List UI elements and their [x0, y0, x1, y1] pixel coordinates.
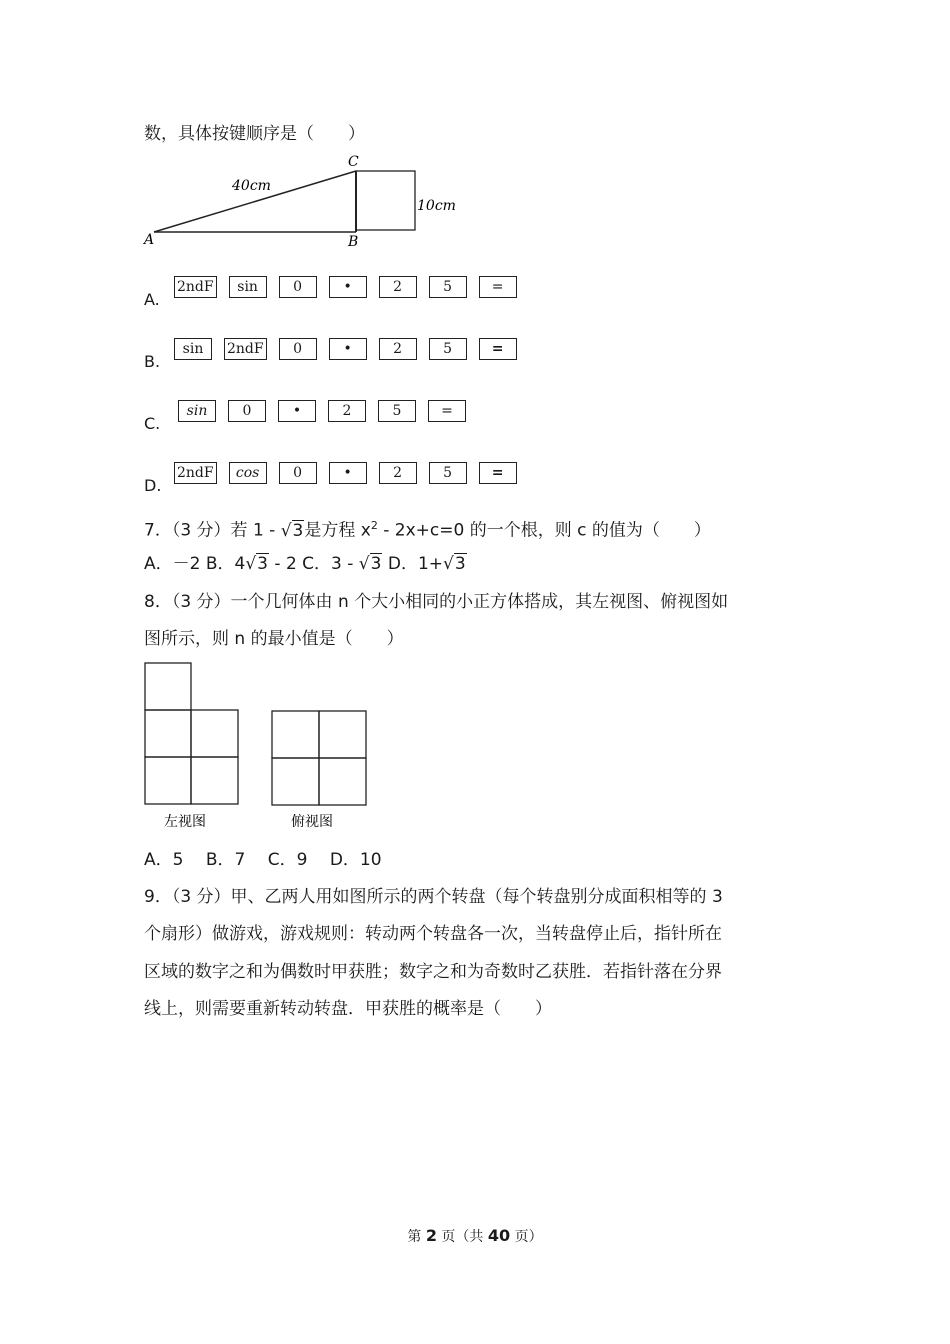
key-2: 2 — [379, 462, 417, 484]
key-0: 0 — [279, 276, 317, 298]
left-view-grid — [145, 663, 238, 804]
q7-stem-part: 7．（3 分）若 1 - — [144, 520, 281, 541]
q7-option-part: A．－2 B．4 — [144, 554, 246, 574]
key-dot: • — [329, 462, 367, 484]
q7-option-part: D．1+ — [382, 554, 444, 574]
q9-line-2: 个扇形）做游戏，游戏规则：转动两个转盘各一次，当转盘停止后，指针所在 — [144, 924, 722, 944]
radicand: 3 — [257, 554, 268, 574]
key-equals: = — [428, 400, 466, 422]
q6-option-d-keys — [174, 462, 529, 484]
key-equals: = — [479, 462, 517, 484]
q9-line-1: 9．（3 分）甲、乙两人用如图所示的两个转盘（每个转盘别分成面积相等的 3 — [144, 887, 723, 907]
q8-stem-line-1: 8．（3 分）一个几何体由 n 个大小相同的小正方体搭成，其左视图、俯视图如 — [144, 592, 729, 612]
wall-square — [356, 171, 415, 230]
side-length-label: 10cm — [417, 198, 456, 214]
key-sin: sin — [174, 338, 212, 360]
footer-text: 第 — [407, 1229, 426, 1245]
q6-option-d-label: D. — [144, 476, 162, 495]
key-2: 2 — [379, 338, 417, 360]
key-2ndf: 2ndF — [224, 338, 267, 360]
q7-stem-part: - 2x+c=0 的一个根，则 c 的值为（ ） — [377, 520, 711, 541]
sqrt-3: √3 — [245, 554, 268, 574]
radicand: 3 — [292, 520, 304, 541]
vertex-c-label: C — [348, 154, 359, 170]
q6-stem-tail: 数，具体按键顺序是（ ） — [144, 124, 365, 144]
q6-option-b-keys — [174, 338, 529, 360]
left-view-caption: 左视图 — [164, 814, 206, 830]
q7-options — [144, 552, 467, 576]
q6-triangle-figure — [140, 150, 470, 250]
key-0: 0 — [228, 400, 266, 422]
key-cos: cos — [229, 462, 267, 484]
vertex-a-label: A — [144, 232, 155, 248]
key-dot: • — [329, 276, 367, 298]
q6-option-b-label: B. — [144, 352, 161, 371]
top-view-caption: 俯视图 — [291, 814, 333, 830]
key-5: 5 — [429, 462, 467, 484]
radicand: 3 — [454, 554, 466, 574]
q9-line-3: 区域的数字之和为偶数时甲获胜；数字之和为奇数时乙获胜．若指针落在分界 — [144, 962, 722, 982]
key-2: 2 — [379, 276, 417, 298]
page-footer — [0, 1226, 950, 1246]
radicand: 3 — [370, 554, 382, 574]
footer-text: 页） — [510, 1229, 543, 1245]
key-2ndf: 2ndF — [174, 462, 217, 484]
exponent: 2 — [370, 519, 378, 532]
key-2: 2 — [328, 400, 366, 422]
sqrt-3: √3 — [280, 520, 304, 541]
key-dot: • — [278, 400, 316, 422]
sqrt-3: √3 — [443, 554, 466, 574]
key-5: 5 — [429, 276, 467, 298]
q8-options: A．5 B．7 C．9 D．10 — [144, 850, 382, 870]
q7-stem-part: 是方程 x — [304, 520, 371, 541]
q7-stem — [144, 514, 711, 543]
q7-option-part: - 2 C．3 - — [269, 554, 359, 574]
top-view-grid — [272, 711, 366, 805]
sqrt-3: √3 — [358, 554, 382, 574]
key-sin: sin — [229, 276, 267, 298]
key-2ndf: 2ndF — [174, 276, 217, 298]
q6-option-c-label: C. — [144, 414, 161, 433]
total-pages: 40 — [487, 1226, 511, 1245]
key-equals: = — [479, 276, 517, 298]
q8-stem-line-2: 图所示，则 n 的最小值是（ ） — [144, 629, 404, 649]
hypotenuse-length-label: 40cm — [232, 178, 271, 194]
q9-line-4: 线上，则需要重新转动转盘．甲获胜的概率是（ ） — [144, 999, 552, 1019]
key-5: 5 — [378, 400, 416, 422]
q6-option-a-label: A. — [144, 290, 160, 309]
q6-option-a-keys — [174, 276, 529, 298]
key-5: 5 — [429, 338, 467, 360]
q8-views-figure — [140, 658, 380, 833]
q6-option-c-keys — [178, 400, 478, 422]
key-dot: • — [329, 338, 367, 360]
key-sin: sin — [178, 400, 216, 422]
key-equals: = — [479, 338, 517, 360]
vertex-b-label: B — [348, 234, 359, 250]
key-0: 0 — [279, 338, 317, 360]
key-0: 0 — [279, 462, 317, 484]
page-number: 2 — [425, 1226, 437, 1245]
footer-text: 页（共 — [436, 1229, 488, 1245]
